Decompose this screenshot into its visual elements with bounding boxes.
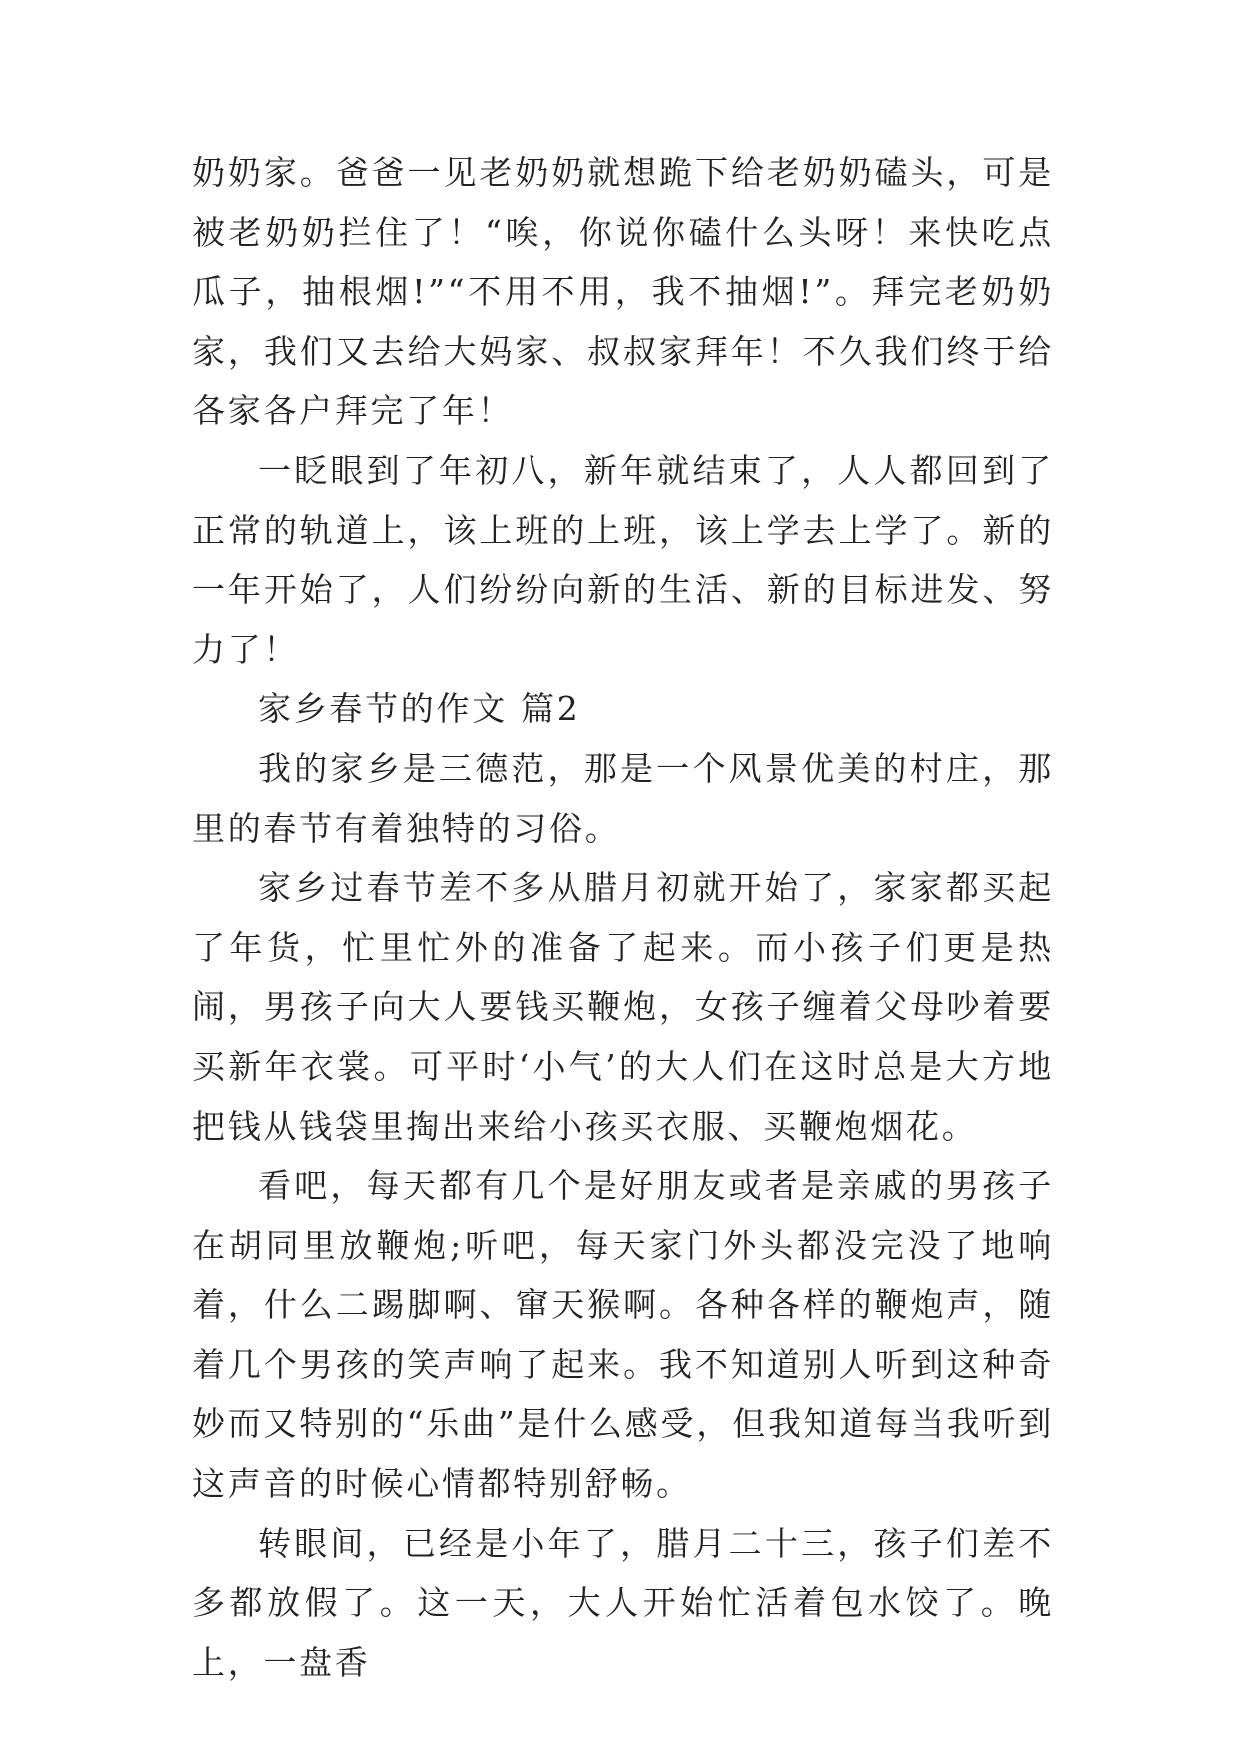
paragraph-5: 看吧，每天都有几个是好朋友或者是亲戚的男孩子在胡同里放鞭炮;听吧，每天家门外头都没完没了地响着，什么二踢脚啊、窜天猴啊。各种各样的鞭炮声，随着几个男孩的笑声响了起来。我不知道别人听到这种奇妙而又特别的“乐曲”是什么感受，但我知道每当我听到这声音的时候心情都特别舒畅。 <box>192 1166 1054 1504</box>
section-heading: 家乡春节的作文 篇2 <box>258 689 581 729</box>
paragraph-1: 奶奶家。爸爸一见老奶奶就想跪下给老奶奶磕头，可是被老奶奶拦住了！“唉，你说你磕什么头呀！来快吃点瓜子，抽根烟!”“不用不用，我不抽烟!”。拜完老奶奶家，我们又去给大妈家、叔叔家拜年！不久我们终于给各家各户拜完了年！ <box>192 153 1054 431</box>
paragraph-6: 转眼间，已经是小年了，腊月二十三，孩子们差不多都放假了。这一天，大人开始忙活着包水饺了。晚上，一盘香 <box>192 1523 1054 1682</box>
paragraph-3: 我的家乡是三德范，那是一个风景优美的村庄，那里的春节有着独特的习俗。 <box>192 748 1054 848</box>
document-body <box>192 143 1054 1692</box>
paragraph-4: 家乡过春节差不多从腊月初就开始了，家家都买起了年货，忙里忙外的准备了起来。而小孩子们更是热闹，男孩子向大人要钱买鞭炮，女孩子缠着父母吵着要买新年衣裳。可平时‘小气’的大人们在这时总是大方地把钱从钱袋里掏出来给小孩买衣服、买鞭炮烟花。 <box>192 868 1054 1146</box>
paragraph-2: 一眨眼到了年初八，新年就结束了，人人都回到了正常的轨道上，该上班的上班，该上学去上学了。新的一年开始了，人们纷纷向新的生活、新的目标进发、努力了！ <box>192 450 1054 669</box>
